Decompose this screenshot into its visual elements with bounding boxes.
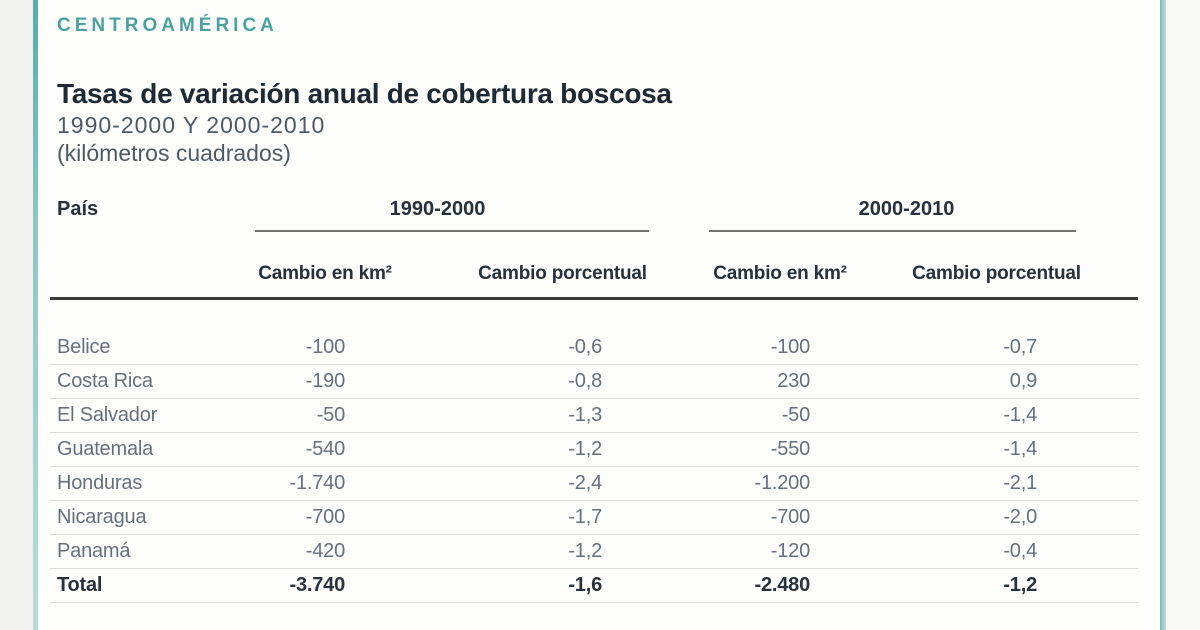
group-label: 2000-2010 — [858, 198, 955, 220]
country-cell: Total — [50, 569, 200, 603]
table-row — [50, 399, 1138, 433]
period-group-2000-2010 — [675, 192, 1138, 233]
table-row — [50, 501, 1138, 535]
value-cell: -1,7 — [450, 501, 675, 535]
right-margin — [1166, 0, 1200, 630]
value-cell: -2,0 — [885, 501, 1138, 535]
value-cell: -1.740 — [200, 467, 450, 501]
country-column-header: País — [57, 198, 99, 220]
right-accent-bar — [1160, 0, 1166, 630]
table-row — [50, 331, 1138, 365]
value-cell: -540 — [200, 433, 450, 467]
value-cell: -1,4 — [885, 399, 1138, 433]
spacer-row — [50, 299, 1138, 332]
value-cell: -1,2 — [450, 535, 675, 569]
column-header-pct-1: Cambio porcentual — [450, 233, 675, 299]
value-cell: -1,4 — [885, 433, 1138, 467]
left-margin — [0, 0, 33, 630]
period-subtitle: 1990-2000 Y 2000-2010 — [57, 112, 326, 138]
value-cell: 0,9 — [885, 365, 1138, 399]
value-cell: -0,6 — [450, 331, 675, 365]
units-note: (kilómetros cuadrados) — [57, 140, 291, 166]
table-row — [50, 433, 1138, 467]
value-cell: -1.200 — [675, 467, 885, 501]
value-cell: -1,2 — [450, 433, 675, 467]
period-group-1990-2000 — [200, 192, 675, 233]
country-cell: Honduras — [50, 467, 200, 501]
forest-change-table — [50, 192, 1138, 603]
table-row-total — [50, 569, 1138, 603]
value-cell: -100 — [675, 331, 885, 365]
value-cell: -3.740 — [200, 569, 450, 603]
value-cell: -700 — [675, 501, 885, 535]
country-cell: Belice — [50, 331, 200, 365]
table-row — [50, 365, 1138, 399]
country-cell: Nicaragua — [50, 501, 200, 535]
left-accent-bar — [33, 0, 38, 630]
group-underline — [709, 230, 1076, 232]
country-cell: Guatemala — [50, 433, 200, 467]
country-cell: Panamá — [50, 535, 200, 569]
value-cell: -190 — [200, 365, 450, 399]
value-cell: -420 — [200, 535, 450, 569]
value-cell: -700 — [200, 501, 450, 535]
table-row — [50, 535, 1138, 569]
value-cell: -50 — [675, 399, 885, 433]
value-cell: -1,3 — [450, 399, 675, 433]
value-cell: -1,2 — [885, 569, 1138, 603]
value-cell: -120 — [675, 535, 885, 569]
value-cell: -0,4 — [885, 535, 1138, 569]
empty-header-cell — [50, 233, 200, 299]
value-cell: -2,1 — [885, 467, 1138, 501]
value-cell: 230 — [675, 365, 885, 399]
group-label: 1990-2000 — [389, 198, 486, 220]
value-cell: -0,7 — [885, 331, 1138, 365]
value-cell: -100 — [200, 331, 450, 365]
column-header-km-2: Cambio en km² — [675, 233, 885, 299]
value-cell: -0,8 — [450, 365, 675, 399]
table-row — [50, 467, 1138, 501]
value-cell: -1,6 — [450, 569, 675, 603]
column-header-pct-2: Cambio porcentual — [885, 233, 1138, 299]
value-cell: -2,4 — [450, 467, 675, 501]
column-header-km-1: Cambio en km² — [200, 233, 450, 299]
value-cell: -50 — [200, 399, 450, 433]
value-cell: -2.480 — [675, 569, 885, 603]
value-cell: -550 — [675, 433, 885, 467]
group-underline — [255, 230, 649, 232]
group-header-row — [50, 192, 1138, 233]
country-cell: El Salvador — [50, 399, 200, 433]
country-cell: Costa Rica — [50, 365, 200, 399]
sub-header-row — [50, 233, 1138, 299]
page-title: Tasas de variación anual de cobertura boscosa — [57, 78, 672, 109]
region-kicker: CENTROAMÉRICA — [57, 15, 278, 36]
